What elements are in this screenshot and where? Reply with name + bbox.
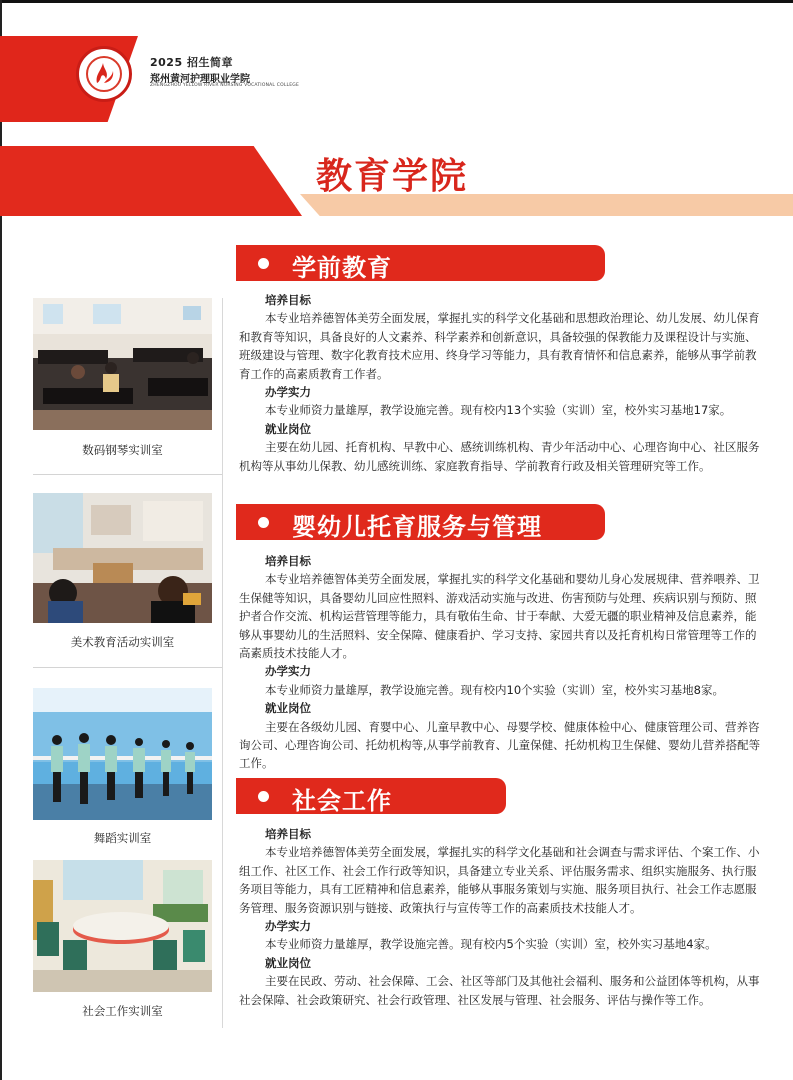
social-work-room-photo: [33, 860, 212, 992]
college-name: 郑州黄河护理职业学院: [150, 74, 250, 85]
section-header-bar: [236, 504, 605, 540]
goal-text: 本专业培养德智体美劳全面发展，掌握扎实的科学文化基础和社会调查与需求评估、个案工作、小组工作、社区工作、社会工作行政等知识，具备建立专业关系、评估服务需求、组织实施服务、执行服务项目等能力，具有工匠精神和信息素养，能够从事服务策划与实施、服务项目执行、社会工作志愿服务管理、服务资源识别与链接、政策执行与宣传等工作的高素质技术技能人才。: [239, 845, 760, 915]
photo-caption: 社会工作实训室: [82, 1004, 163, 1018]
strength-label: 办学实力: [265, 385, 311, 400]
strength-text: 本专业师资力量雄厚，教学设施完善。现有校内10个实验（实训）室，校外实习基地8家。: [265, 682, 724, 697]
section-body: [239, 825, 767, 1009]
section-header-bar: [236, 778, 506, 814]
title-red-band: [0, 146, 302, 216]
goal-label: 培养目标: [265, 554, 311, 568]
section-title: 社会工作: [292, 787, 392, 815]
strength-label: 办学实力: [265, 664, 311, 679]
section-title: 婴幼儿托育服务与管理: [292, 513, 542, 541]
piano-classroom-photo: [33, 298, 212, 430]
photo-divider: [33, 474, 223, 475]
brochure-title: 2025 招生简章: [150, 56, 233, 69]
dance-studio-photo: [33, 688, 212, 820]
logo-flame-icon: [93, 61, 115, 85]
section-header-bar: [236, 245, 605, 281]
jobs-text: 主要在各级幼儿园、育婴中心、儿童早教中心、母婴学校、健康体检中心、健康管理公司、营养咨询公司、心理咨询公司、托幼机构等,从事学前教育、儿童保健、托幼机构卫生保健、婴幼儿营养搭配等工作。: [239, 719, 761, 771]
jobs-text: 主要在民政、劳动、社会保障、工会、社区等部门及其他社会福利、服务和公益团体等机构，从事社会保障、社会政策研究、社会行政管理、社区发展与管理、社会服务、评估与操作等工作。: [239, 974, 760, 1007]
art-classroom-photo: [33, 493, 212, 623]
photo-divider: [33, 667, 223, 668]
photo-caption: 舞蹈实训室: [93, 831, 152, 845]
top-border: [0, 0, 793, 3]
section-body: [239, 552, 767, 773]
bullet-dot-icon: [258, 517, 269, 528]
bullet-dot-icon: [258, 258, 269, 269]
strength-text: 本专业师资力量雄厚，教学设施完善。现有校内5个实验（实训）室，校外实习基地4家。: [265, 937, 717, 952]
jobs-label: 就业岗位: [265, 955, 311, 970]
section-title: 学前教育: [292, 254, 392, 282]
college-name-english: ZHENGZHOU YELLOW RIVER NURSING VOCATIONAL COLLEGE: [150, 83, 300, 88]
jobs-label: 就业岗位: [265, 701, 311, 716]
jobs-text: 主要在幼儿园、托育机构、早教中心、感统训练机构、青少年活动中心、心理咨询中心、社区服务机构等从事幼儿保教、幼儿感统训练、家庭教育指导、学前教育行政及相关管理研究等工作。: [239, 440, 760, 473]
goal-text: 本专业培养德智体美劳全面发展，掌握扎实的科学文化基础和思想政治理论、幼儿发展、幼儿保育和教育等知识，具备良好的人文素养、科学素养和创新意识，具备较强的保教能力及课程设计与实施、班级建设与管理、数字化教育技术应用、终身学习等能力，具有教育情怀和信息素养，能够从事学前教育工作的高素质教育工作者。: [239, 311, 760, 381]
goal-label: 培养目标: [265, 293, 311, 307]
goal-text: 本专业培养德智体美劳全面发展，掌握扎实的科学文化基础和婴幼儿身心发展规律、营养喂养、卫生保健等知识，具备婴幼儿回应性照料、游戏活动实施与改进、伤害预防与处理、疾病识别与预防、照护者合作交流、机构运营管理等能力，具有敬佑生命、甘于奉献、大爱无疆的职业精神及信息素养，能够从事婴幼儿的生活照料、安全保障、健康看护、学习支持、家园共育以及托育机构日常管理等工作的高素质技术技能人才。: [239, 572, 760, 661]
college-logo: [76, 46, 132, 102]
jobs-label: 就业岗位: [265, 421, 311, 436]
strength-label: 办学实力: [265, 919, 311, 934]
photo-caption: 美术教育活动实训室: [70, 635, 175, 649]
photo-caption: 数码钢琴实训室: [82, 443, 163, 457]
section-body: [239, 291, 767, 475]
column-divider: [222, 298, 223, 1028]
strength-text: 本专业师资力量雄厚，教学设施完善。现有校内13个实验（实训）室，校外实习基地17家。: [265, 403, 732, 418]
bullet-dot-icon: [258, 791, 269, 802]
page-title: 教育学院: [316, 156, 469, 197]
goal-label: 培养目标: [265, 827, 311, 841]
